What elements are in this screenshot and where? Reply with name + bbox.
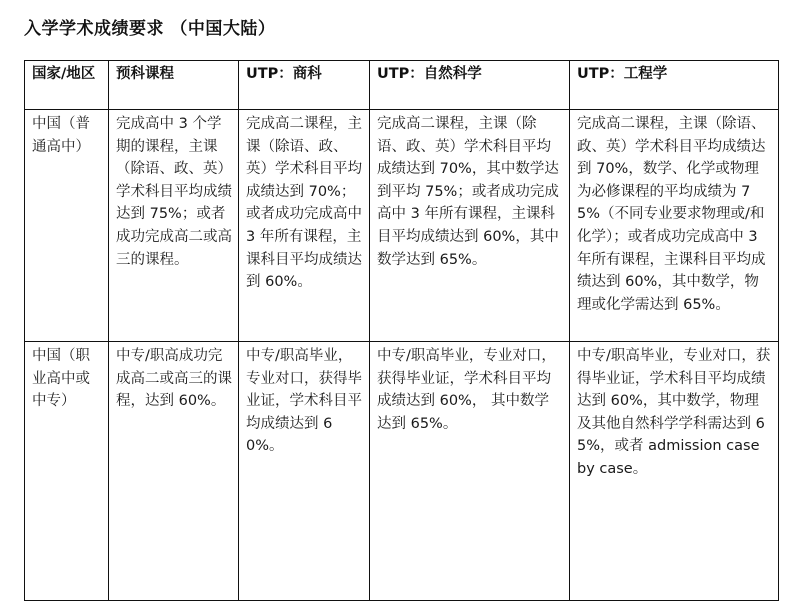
requirements-table bbox=[24, 60, 779, 601]
table-header-row bbox=[25, 61, 779, 110]
cell-region: 中国（职业高中或中专） bbox=[25, 342, 109, 601]
cell-utp-business: 完成高二课程，主课（除语、政、英）学术科目平均成绩达到 70%；或者成功完成高中 3 年所有课程，主课科目平均成绩达到 60%。 bbox=[239, 110, 370, 342]
cell-utp-science: 完成高二课程，主课（除语、政、英）学术科目平均成绩达到 70%，其中数学达到平均 75%；或者成功完成高中 3 年所有课程，主课科目平均成绩达到 60%，其中数学达到 65%。 bbox=[370, 110, 570, 342]
cell-utp-engineering: 中专/职高毕业，专业对口，获得毕业证，学术科目平均成绩达到 60%，其中数学，物理及其他自然科学学科需达到 65%，或者 admission case by case。 bbox=[570, 342, 779, 601]
document-title: 入学学术成绩要求 （中国大陆） bbox=[24, 19, 276, 39]
header-utp-business: UTP：商科 bbox=[239, 61, 370, 110]
cell-foundation: 中专/职高成功完成高二或高三的课程，达到 60%。 bbox=[109, 342, 239, 601]
table-row bbox=[25, 110, 779, 342]
cell-utp-engineering: 完成高二课程，主课（除语、政、英）学术科目平均成绩达到 70%，数学、化学或物理为必修课程的平均成绩为 75%（不同专业要求物理或/和化学）；或者成功完成高中 3 年所有课程，主课科目平均成绩达到 60%，其中数学，物理或化学需达到 65%。 bbox=[570, 110, 779, 342]
cell-region: 中国（普通高中） bbox=[25, 110, 109, 342]
header-foundation: 预科课程 bbox=[109, 61, 239, 110]
header-utp-engineering: UTP：工程学 bbox=[570, 61, 779, 110]
table-row bbox=[25, 342, 779, 601]
header-region: 国家/地区 bbox=[25, 61, 109, 110]
cell-foundation: 完成高中 3 个学期的课程，主课（除语、政、英）学术科目平均成绩达到 75%；或者成功完成高二或高三的课程。 bbox=[109, 110, 239, 342]
header-utp-science: UTP：自然科学 bbox=[370, 61, 570, 110]
cell-utp-business: 中专/职高毕业，专业对口，获得毕业证，学术科目平均成绩达到 60%。 bbox=[239, 342, 370, 601]
cell-utp-science: 中专/职高毕业，专业对口，获得毕业证，学术科目平均成绩达到 60%， 其中数学达到 65%。 bbox=[370, 342, 570, 601]
